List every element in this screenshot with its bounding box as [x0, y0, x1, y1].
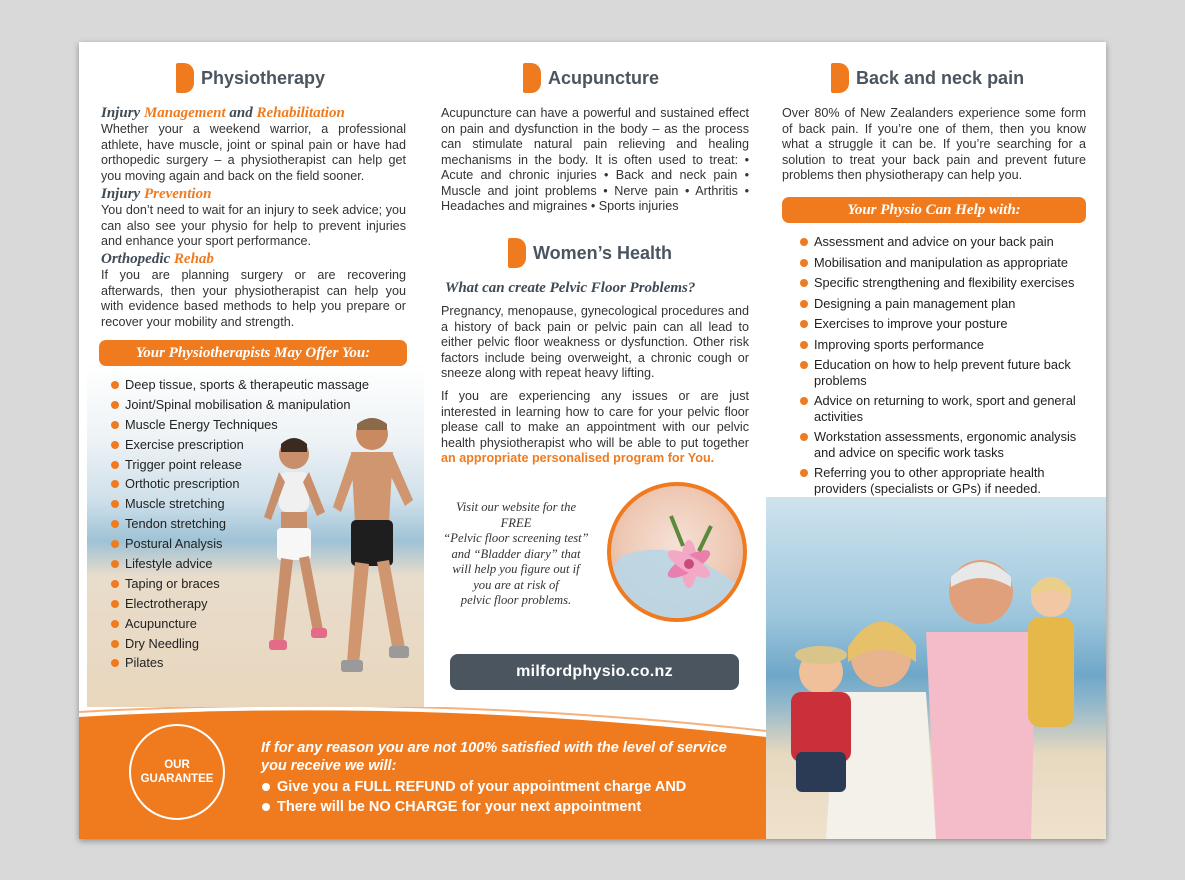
list-item: Assessment and advice on your back pain — [798, 234, 1088, 250]
womens-health-heading: Women’s Health — [508, 238, 672, 268]
list-item: Referring you to other appropriate health providers (specialists or GPs) if needed. — [798, 465, 1088, 496]
list-item: Exercises to improve your posture — [798, 316, 1088, 332]
brochure-sheet — [79, 42, 1106, 839]
list-item: Tendon stretching — [109, 516, 369, 532]
lily-flower-icon — [611, 486, 747, 622]
help-list — [798, 234, 1088, 496]
acupuncture-text: Acupuncture can have a powerful and sustained effect on pain and dysfunction in the body – as the process can stimulate natural pain relieving and healing mechanisms in the body. It is often used to treat: • Acute and chronic injuries • Back and neck pain • Muscle and joint problems • Nerve pain • Arthritis • Headaches and migraines • Sports injuries — [441, 106, 749, 213]
orthopedic-rehab-subhead: Orthopedic Rehab — [101, 251, 214, 267]
list-item: Trigger point release — [109, 457, 369, 473]
guarantee-badge: OUR GUARANTEE — [129, 724, 225, 820]
list-item: Mobilisation and manipulation as appropriate — [798, 255, 1088, 271]
lily-photo — [607, 482, 747, 622]
heading-tab-icon — [831, 63, 849, 93]
injury-prevention-text: You don’t need to wait for an injury to seek advice; you can also see your physio for help to prevent injuries and enhance your sport performance. — [101, 203, 406, 248]
physiotherapy-heading: Physiotherapy — [176, 63, 325, 93]
list-item: Exercise prescription — [109, 437, 369, 453]
injury-management-text: Whether your a weekend warrior, a professional athlete, have muscle, joint or spinal pain or have had orthopedic surgery – a physiotherapist can help get you moving again and back on the field sooner. — [101, 122, 406, 183]
visit-website-note: Visit our website for the FREE “Pelvic floor screening test” and “Bladder diary” that will help you figure out if you are at risk of pelvic floor problems. — [443, 500, 589, 607]
list-item: Electrotherapy — [109, 596, 369, 612]
list-item: Give you a FULL REFUND of your appointment charge AND — [261, 777, 686, 797]
website-url-button[interactable]: milfordphysio.co.nz — [450, 654, 739, 690]
acupuncture-heading: Acupuncture — [523, 63, 659, 93]
injury-prevention-subhead: Injury Prevention — [101, 186, 212, 202]
family-beach-photo — [766, 497, 1106, 839]
guarantee-intro: If for any reason you are not 100% satisfied with the level of service you receive we will: — [261, 740, 727, 774]
help-title-banner: Your Physio Can Help with: — [782, 197, 1086, 223]
list-item: Workstation assessments, ergonomic analysis and advice on specific work tasks — [798, 429, 1088, 460]
personalised-program-highlight: an appropriate personalised program for You. — [441, 451, 715, 465]
list-item: Specific strengthening and flexibility exercises — [798, 275, 1088, 291]
list-item: Taping or braces — [109, 576, 369, 592]
family-figures — [766, 497, 1106, 839]
list-item: Joint/Spinal mobilisation & manipulation — [109, 397, 369, 413]
list-item: There will be NO CHARGE for your next appointment — [261, 797, 686, 817]
appointment-text: If you are experiencing any issues or are just interested in learning how to care for your pelvic floor please call to make an appointment with our pelvic health physiotherapist who will be able to put together an appropriate personalised program for You. — [441, 389, 749, 465]
list-item: Advice on returning to work, sport and general activities — [798, 393, 1088, 424]
list-item: Dry Needling — [109, 636, 369, 652]
list-item: Education on how to help prevent future back problems — [798, 357, 1088, 388]
list-item: Muscle Energy Techniques — [109, 417, 369, 433]
list-item: Lifestyle advice — [109, 556, 369, 572]
heading-tab-icon — [508, 238, 526, 268]
orthopedic-rehab-text: If you are planning surgery or are recovering afterwards, then your physiotherapist can help you with evidence based methods to help you prepare or recover your mobility and strength. — [101, 268, 406, 329]
offer-title-banner: Your Physiotherapists May Offer You: — [99, 340, 407, 366]
list-item: Designing a pain management plan — [798, 296, 1088, 312]
list-item: Pilates — [109, 655, 369, 671]
back-pain-text: Over 80% of New Zealanders experience some form of back pain. If you’re one of them, then you know what a struggle it can be. If you’re searching for a solution to treat your back pain and prevent future problems then physiotherapy can help you. — [782, 106, 1086, 182]
guarantee-list — [261, 777, 686, 817]
list-item: Acupuncture — [109, 616, 369, 632]
list-item: Improving sports performance — [798, 337, 1088, 353]
back-neck-pain-heading: Back and neck pain — [831, 63, 1024, 93]
pelvic-floor-subhead: What can create Pelvic Floor Problems? — [445, 280, 696, 296]
heading-tab-icon — [176, 63, 194, 93]
pelvic-floor-text: Pregnancy, menopause, gynecological procedures and a history of back pain or pelvic pain can all lead to either pelvic floor weakness or dysfunction. Other risk factors include being overweight, a chronic cough or sneeze along with repeat heavy lifting. — [441, 304, 749, 380]
list-item: Muscle stretching — [109, 496, 369, 512]
injury-management-subhead: Injury Management and Rehabilitation — [101, 105, 345, 121]
list-item: Deep tissue, sports & therapeutic massage — [109, 377, 369, 393]
list-item: Postural Analysis — [109, 536, 369, 552]
offer-list — [109, 377, 369, 671]
list-item: Orthotic prescription — [109, 476, 369, 492]
heading-tab-icon — [523, 63, 541, 93]
